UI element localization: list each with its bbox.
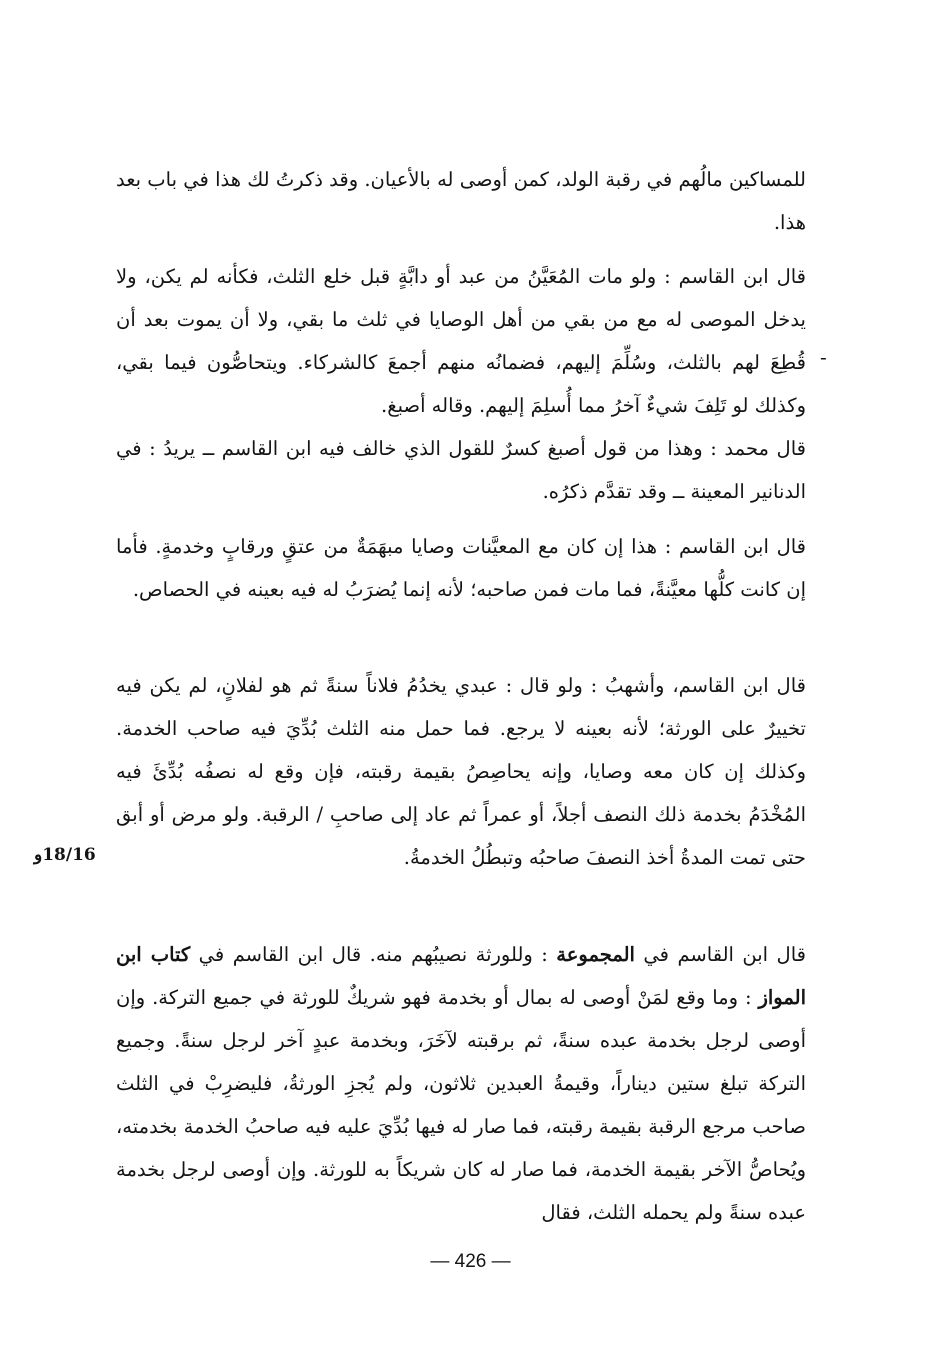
paragraph-6-text-a: قال ابن القاسم في: [634, 943, 806, 966]
source-title-ibn-mawaz: كتاب ابن المواز: [116, 943, 806, 1009]
paragraph-1: للمساكين مالُهم في رقبة الولد، كمن أوصى له بالأعيان. وقد ذكرتُ لك هذا في باب بعد هذا.: [116, 168, 806, 234]
paragraph-3: قال محمد : وهذا من قول أصبغ كسرٌ للقول الذي خالف فيه ابن القاسم ــ يريدُ : في الدنانير المعينة ــ وقد تقدَّم ذكرُه.: [116, 437, 806, 503]
paragraph-2: قال ابن القاسم : ولو مات المُعَيَّنُ من عبد أو دابَّةٍ قبل خلع الثلث، فكأنه لم يكن، ولا يدخل الموصى له مع من بقي من أهل الوصايا في ثلث ما بقي، ولا أن يموت بعد أن قُطِعَ لهم بالثلث، وسُلِّمَ إليهم، فضمانُه منهم أجمعَ كالشركاء. ويتحاصُّون فيما بقي، وكذلك لو تَلِفَ شيءٌ آخرُ مما أُسلِمَ إليهم. وقاله أصبغ.: [116, 265, 806, 417]
source-title-majmuaa: المجموعة: [556, 943, 635, 966]
paragraph-4: قال ابن القاسم : هذا إن كان مع المعيَّنات وصايا مبهَمَةٌ من عتقٍ ورقابٍ وخدمةٍ. فأما إن كانت كلُّها معيَّنةً، فما مات فمن صاحبه؛ لأنه إنما يُضرَبُ له فيه بعينه في الحصاص.: [116, 535, 806, 601]
paragraph-5: قال ابن القاسم، وأشهبُ : ولو قال : عبدي يخدُمُ فلاناً سنةً ثم هو لفلانٍ، لم يكن فيه تخييرٌ على الورثة؛ لأنه بعينه لا يرجع. فما حمل منه الثلث بُدِّيَ فيه صاحب الخدمة. وكذلك إن كان معه وصايا، وإنه يحاصِصُ بقيمة رقبته، فإن وقع له نصفُه بُدِّئَ فيه المُخْدَمُ بخدمة ذلك النصف أجلاً، أو عمراً ثم عاد إلى صاحبِ / الرقبة. ولو مرض أو أبق حتى تمت المدةُ أخذ النصفَ صاحبُه وتبطُلُ الخدمةُ.: [116, 674, 806, 869]
paragraph-6-text-c: : وما وقع لمَنْ أوصى له بمال أو بخدمة فهو شريكٌ للورثة في جميع التركة. وإن أوصى لرجل بخدمة عبده سنةً، ثم برقبته لآخَرَ، وبخدمة عبدٍ آخر لرجل سنةً. وجميع التركة تبلغ ستين ديناراً، وقيمةُ العبدين ثلاثون، ولم يُجزِ الورثةُ، فليضرِبْ في الثلث صاحب مرجع الرقبة بقيمة رقبته، فما صار له فيها بُدِّيَ عليه فيه صاحبُ الخدمة بخدمته، ويُحاصُّ الآخر بقيمة الخدمة، فما صار له كان شريكاً به للورثة. وإن أوصى لرجل بخدمة عبده سنةً ولم يحمله الثلث، فقال: [116, 986, 806, 1224]
folio-margin-note: 18/16و: [34, 845, 96, 865]
side-mark: -: [820, 345, 827, 369]
page-number: — 426 —: [430, 1251, 511, 1272]
paragraph-6-text-b: : وللورثة نصيبُهم منه. قال ابن القاسم في: [190, 943, 557, 966]
paragraph-6: [116, 933, 806, 1234]
